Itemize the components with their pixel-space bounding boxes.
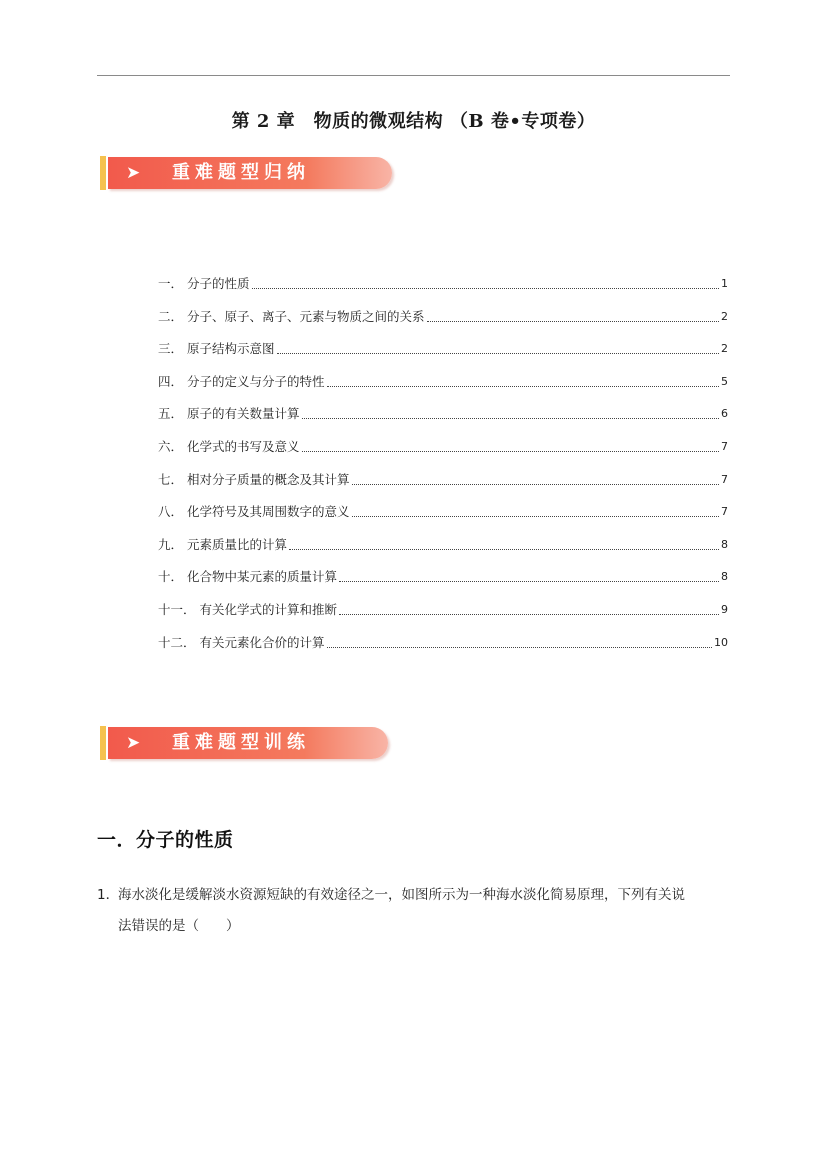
toc-page: 6 bbox=[721, 407, 728, 421]
banner-label: 重难题型归纳 bbox=[172, 162, 310, 183]
toc-item[interactable]: 四． 分子的定义与分子的特性 5 bbox=[158, 373, 728, 389]
toc-item[interactable]: 一． 分子的性质 1 bbox=[158, 276, 728, 291]
question-text-line2: 法错误的是（ ） bbox=[118, 918, 240, 934]
toc-leader bbox=[289, 537, 719, 550]
table-of-contents bbox=[158, 276, 728, 667]
toc-leader bbox=[339, 569, 719, 582]
toc-page: 1 bbox=[721, 277, 728, 290]
toc-page: 8 bbox=[721, 570, 728, 584]
banner-label: 重难题型训练 bbox=[172, 732, 310, 753]
document-title: 第 2 章 物质的微观结构 （B 卷•专项卷） bbox=[231, 111, 596, 132]
toc-item[interactable]: 十． 化合物中某元素的质量计算 8 bbox=[158, 569, 728, 585]
toc-page: 8 bbox=[721, 537, 728, 551]
toc-item[interactable]: 八． 化学符号及其周围数字的意义 7 bbox=[158, 504, 728, 520]
toc-page: 7 bbox=[721, 439, 728, 453]
toc-leader bbox=[352, 472, 719, 485]
banner-pill bbox=[108, 727, 388, 759]
toc-leader bbox=[302, 406, 719, 419]
question-number: 1． bbox=[97, 887, 120, 903]
toc-item[interactable]: 十一． 有关化学式的计算和推断 9 bbox=[158, 601, 728, 617]
toc-item[interactable]: 二． 分子、原子、离子、元素与物质之间的关系 2 bbox=[158, 308, 728, 324]
toc-item[interactable]: 三． 原子结构示意图 2 bbox=[158, 341, 728, 357]
banner-accent-bar bbox=[100, 156, 106, 190]
toc-page: 9 bbox=[721, 602, 728, 616]
toc-page: 2 bbox=[721, 342, 728, 356]
toc-page: 7 bbox=[721, 505, 728, 519]
toc-item[interactable]: 七． 相对分子质量的概念及其计算 7 bbox=[158, 471, 728, 487]
toc-leader bbox=[302, 439, 719, 452]
toc-page: 7 bbox=[721, 472, 728, 486]
chevron-right-icon: ➤ bbox=[126, 733, 141, 753]
toc-item[interactable]: 九． 元素质量比的计算 8 bbox=[158, 536, 728, 552]
toc-leader bbox=[327, 635, 712, 648]
toc-page: 10 bbox=[714, 635, 728, 649]
section-heading: 一．分子的性质 bbox=[97, 829, 234, 851]
banner-pill bbox=[108, 157, 392, 189]
toc-item[interactable]: 六． 化学式的书写及意义 7 bbox=[158, 438, 728, 454]
toc-leader bbox=[339, 602, 719, 615]
chevron-right-icon: ➤ bbox=[126, 163, 141, 183]
toc-page: 2 bbox=[721, 309, 728, 323]
toc-page: 5 bbox=[721, 374, 728, 388]
question-1 bbox=[97, 880, 737, 942]
banner-accent-bar bbox=[100, 726, 106, 760]
toc-item[interactable]: 十二． 有关元素化合价的计算 10 bbox=[158, 634, 728, 650]
toc-leader bbox=[427, 309, 719, 322]
toc-leader bbox=[277, 341, 719, 354]
header-rule bbox=[97, 75, 730, 76]
question-text-line1: 海水淡化是缓解淡水资源短缺的有效途径之一，如图所示为一种海水淡化简易原理，下列有关说 bbox=[118, 887, 685, 903]
toc-item[interactable]: 五． 原子的有关数量计算 6 bbox=[158, 406, 728, 422]
toc-leader bbox=[252, 276, 719, 289]
toc-leader bbox=[352, 504, 719, 517]
toc-leader bbox=[327, 374, 719, 387]
